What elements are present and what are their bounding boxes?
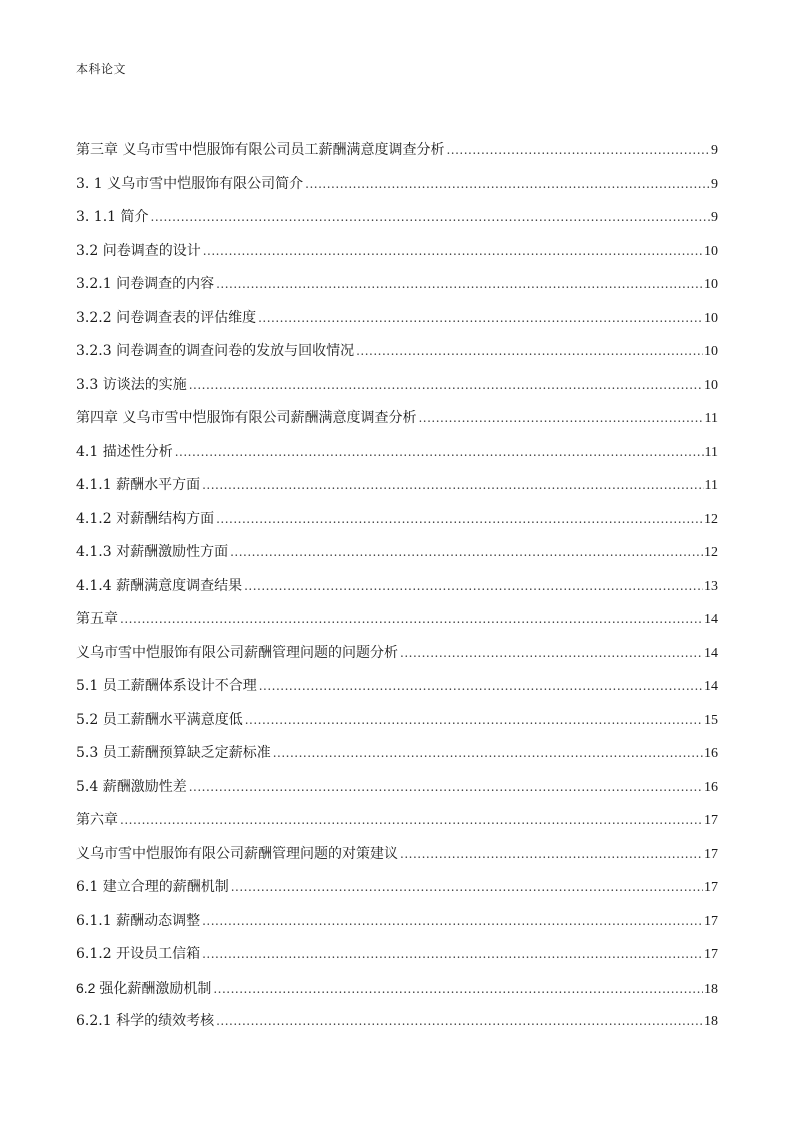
toc-entry[interactable] xyxy=(76,408,718,442)
toc-entry-title: 第四章 义乌市雪中恺服饰有限公司薪酬满意度调查分析 xyxy=(76,410,417,426)
toc-entry[interactable] xyxy=(76,810,718,844)
toc-entry[interactable] xyxy=(76,777,718,811)
table-of-contents xyxy=(76,140,718,1045)
toc-entry-page: 9 xyxy=(711,210,718,225)
toc-leader-dots xyxy=(418,408,703,428)
toc-entry-title: 3.2 问卷调查的设计 xyxy=(76,242,201,259)
toc-entry[interactable] xyxy=(76,140,718,174)
toc-entry[interactable] xyxy=(76,643,718,677)
toc-leader-dots xyxy=(244,576,703,596)
toc-leader-dots xyxy=(202,475,703,495)
toc-entry[interactable] xyxy=(76,542,718,576)
toc-entry-title: 5.4 薪酬激励性差 xyxy=(76,778,187,795)
toc-leader-dots xyxy=(446,140,710,160)
toc-entry-page: 17 xyxy=(704,947,718,962)
toc-entry-title: 3.2.1 问卷调查的内容 xyxy=(76,276,215,292)
toc-entry[interactable] xyxy=(76,877,718,911)
toc-entry-page: 10 xyxy=(704,377,718,393)
toc-entry-page: 11 xyxy=(704,411,718,426)
toc-leader-dots xyxy=(213,979,703,999)
toc-entry[interactable] xyxy=(76,207,718,241)
document-header-label: 本科论文 xyxy=(76,62,127,76)
toc-entry-title: 5.1 员工薪酬体系设计不合理 xyxy=(76,678,257,694)
toc-leader-dots xyxy=(230,542,703,562)
toc-entry-title: 4.1.1 薪酬水平方面 xyxy=(76,477,201,493)
toc-entry[interactable] xyxy=(76,944,718,978)
toc-leader-dots xyxy=(258,308,703,328)
toc-entry[interactable] xyxy=(76,743,718,777)
toc-entry-page: 12 xyxy=(704,545,718,560)
toc-entry-title: 义乌市雪中恺服饰有限公司薪酬管理问题的问题分析 xyxy=(76,644,398,661)
toc-leader-dots xyxy=(216,274,703,294)
toc-leader-dots xyxy=(189,375,703,395)
toc-entry[interactable] xyxy=(76,174,718,208)
toc-entry[interactable] xyxy=(76,911,718,945)
toc-leader-dots xyxy=(151,207,710,227)
toc-entry[interactable] xyxy=(76,475,718,509)
toc-entry-page: 18 xyxy=(704,981,718,997)
toc-entry[interactable] xyxy=(76,576,718,610)
toc-entry-page: 17 xyxy=(704,913,718,929)
toc-entry-page: 11 xyxy=(704,444,718,460)
toc-entry-title: 3. 1 义乌市雪中恺服饰有限公司简介 xyxy=(76,175,304,192)
toc-leader-dots xyxy=(202,944,703,964)
toc-leader-dots xyxy=(216,1011,703,1031)
toc-leader-dots xyxy=(231,877,703,897)
toc-entry-page: 13 xyxy=(704,578,718,594)
toc-entry[interactable] xyxy=(76,710,718,744)
toc-entry-page: 17 xyxy=(704,846,718,862)
toc-entry-title: 3.2.2 问卷调查表的评估维度 xyxy=(76,309,257,326)
toc-entry-page: 9 xyxy=(711,176,718,192)
toc-entry-page: 14 xyxy=(704,679,718,694)
toc-entry-title: 4.1.3 对薪酬激励性方面 xyxy=(76,544,229,560)
toc-leader-dots xyxy=(120,609,703,629)
toc-entry-title: 4.1.4 薪酬满意度调查结果 xyxy=(76,577,243,594)
toc-entry-title: 第六章 xyxy=(76,812,118,828)
toc-leader-dots xyxy=(245,710,703,730)
toc-entry-page: 16 xyxy=(704,779,718,795)
toc-leader-dots xyxy=(175,442,704,462)
toc-entry-title: 第三章 义乌市雪中恺服饰有限公司员工薪酬满意度调查分析 xyxy=(76,142,445,158)
toc-leader-dots xyxy=(400,844,703,864)
toc-entry-page: 15 xyxy=(704,712,718,728)
toc-leader-dots xyxy=(203,241,703,261)
toc-entry[interactable] xyxy=(76,1011,718,1045)
toc-entry-page: 10 xyxy=(704,277,718,292)
toc-entry-page: 9 xyxy=(711,143,718,158)
toc-entry-title: 3.2.3 问卷调查的调查问卷的发放与回收情况 xyxy=(76,343,355,359)
toc-leader-dots xyxy=(400,643,703,663)
toc-entry[interactable] xyxy=(76,308,718,342)
toc-entry-page: 10 xyxy=(704,310,718,326)
toc-entry[interactable] xyxy=(76,241,718,275)
toc-entry-title: 6.1.2 开设员工信箱 xyxy=(76,946,201,962)
toc-leader-dots xyxy=(305,174,710,194)
toc-leader-dots xyxy=(189,777,703,797)
toc-entry-page: 14 xyxy=(704,645,718,661)
toc-leader-dots xyxy=(273,743,703,763)
toc-leader-dots xyxy=(259,676,703,696)
toc-entry-page: 14 xyxy=(704,612,718,627)
toc-entry-title: 5.2 员工薪酬水平满意度低 xyxy=(76,711,243,728)
toc-entry-title: 6.1 建立合理的薪酬机制 xyxy=(76,879,229,895)
toc-entry-title: 3. 1.1 简介 xyxy=(76,209,149,225)
toc-entry-page: 18 xyxy=(704,1014,718,1029)
toc-entry-title: 4.1 描述性分析 xyxy=(76,443,173,460)
toc-entry[interactable] xyxy=(76,676,718,710)
toc-entry[interactable] xyxy=(76,274,718,308)
toc-entry-page: 10 xyxy=(704,344,718,359)
toc-entry[interactable] xyxy=(76,375,718,409)
toc-entry-title: 6.2 强化薪酬激励机制 xyxy=(76,979,212,996)
toc-leader-dots xyxy=(216,509,703,529)
toc-entry[interactable] xyxy=(76,509,718,543)
toc-entry-page: 17 xyxy=(704,880,718,895)
toc-leader-dots xyxy=(356,341,703,361)
toc-entry-page: 17 xyxy=(704,813,718,828)
toc-entry-page: 11 xyxy=(704,478,718,493)
toc-entry-title: 3.3 访谈法的实施 xyxy=(76,376,187,393)
toc-leader-dots xyxy=(202,911,703,931)
toc-entry-title: 第五章 xyxy=(76,611,118,627)
toc-entry[interactable] xyxy=(76,844,718,878)
toc-entry-title: 4.1.2 对薪酬结构方面 xyxy=(76,510,215,527)
toc-entry-title: 6.1.1 薪酬动态调整 xyxy=(76,912,201,929)
toc-entry-page: 10 xyxy=(704,243,718,259)
toc-entry-page: 16 xyxy=(704,746,718,761)
toc-entry-title: 6.2.1 科学的绩效考核 xyxy=(76,1013,215,1029)
toc-entry-title: 5.3 员工薪酬预算缺乏定薪标准 xyxy=(76,745,271,761)
toc-leader-dots xyxy=(120,810,703,830)
toc-entry[interactable] xyxy=(76,978,718,1012)
toc-entry-title: 义乌市雪中恺服饰有限公司薪酬管理问题的对策建议 xyxy=(76,845,398,862)
toc-entry-page: 12 xyxy=(704,511,718,527)
toc-entry[interactable] xyxy=(76,442,718,476)
toc-entry[interactable] xyxy=(76,609,718,643)
toc-entry[interactable] xyxy=(76,341,718,375)
